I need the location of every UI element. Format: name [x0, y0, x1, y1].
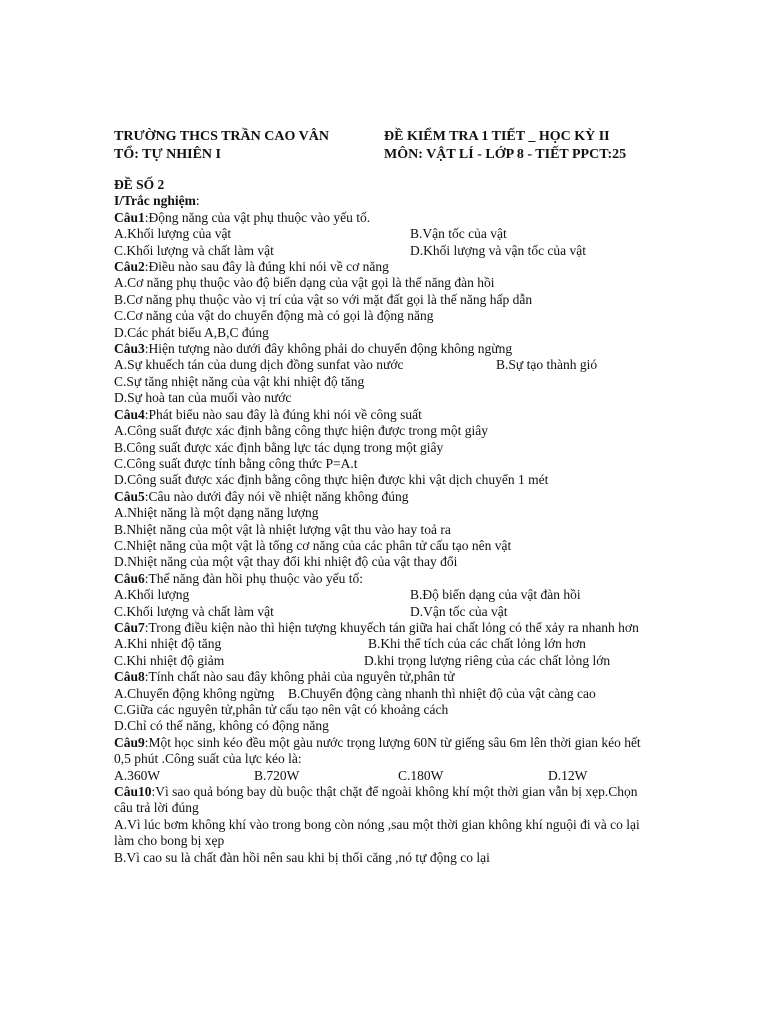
question-text: :Hiện tượng nào dưới đây không phải do chuyển động không ngừng	[144, 341, 513, 357]
option-d: D.Các phát biểu A,B,C đúng	[114, 324, 269, 340]
option-d: D.khi trọng lượng riêng của các chất lỏng lớn	[364, 652, 611, 668]
question-text: :Trong điều kiện nào thì hiện tượng khuyếch tán giữa hai chất lỏng có thể xảy ra nhanh hơn	[144, 619, 639, 635]
option-b: B.Vận tốc của vật	[410, 226, 507, 242]
option-d: D.Công suất được xác định bằng công thực hiện được khi vật dịch chuyển 1 mét	[114, 472, 549, 488]
option-b: B.Vì cao su là chất đàn hồi nên sau khi bị thổi căng ,nó tự động co lại	[114, 849, 490, 865]
question-9	[114, 735, 659, 768]
question-label: Câu6	[114, 570, 145, 586]
section-label: I/Trắc nghiệm	[114, 193, 196, 209]
option-a: A.Sự khuếch tán của dung dịch đồng sunfat vào nước	[114, 357, 404, 373]
option-c: C.Công suất được tính bằng công thức P=A.t	[114, 455, 358, 471]
question-text: :Thế năng đàn hồi phụ thuộc vào yếu tố:	[144, 570, 363, 586]
question-label: Câu9	[114, 734, 145, 750]
question-5	[114, 489, 659, 505]
option-c: C.Khối lượng và chất làm vật	[114, 603, 274, 619]
question-label: Câu1	[114, 209, 145, 225]
option-a: A.Khối lượng của vật	[114, 226, 232, 242]
option-a: A.Công suất được xác định bằng công thực hiện được trong một giây	[114, 423, 489, 439]
question-label: Câu2	[114, 259, 145, 275]
options-row	[114, 686, 659, 702]
option-b: B.Cơ năng phụ thuộc vào vị trí của vật so với mặt đất gọi là thế năng hấp dẫn	[114, 291, 533, 307]
option-b: B.720W	[254, 767, 300, 783]
option-d: D.Vận tốc của vật	[410, 603, 508, 619]
question-label: Câu10	[114, 784, 152, 800]
question-8	[114, 669, 659, 685]
option-c: C.Giữa các nguyên tử,phân tử cấu tạo nên vật có khoảng cách	[114, 702, 449, 717]
section-heading	[114, 193, 659, 209]
option-c: C.Khối lượng và chất làm vật	[114, 242, 274, 258]
option-a: A.Chuyển động không ngừng	[114, 685, 275, 701]
exam-header	[114, 128, 674, 164]
option-d: D.Khối lượng và vận tốc của vật	[410, 242, 587, 258]
option-a: A.Nhiệt năng là một dạng năng lượng	[114, 505, 319, 521]
question-text: :Động năng của vật phụ thuộc vào yếu tố.	[144, 209, 371, 225]
header-row-1	[114, 128, 674, 146]
question-text: :Tính chất nào sau đây không phải của nguyên tử,phân tử	[144, 669, 455, 685]
question-label: Câu5	[114, 488, 145, 504]
option-d: D.12W	[548, 767, 588, 783]
exam-number: ĐỀ SỐ 2	[114, 177, 165, 192]
section-colon: :	[195, 193, 200, 209]
question-6	[114, 571, 659, 587]
option-b: B.Nhiệt năng của một vật là nhiệt lượng vật thu vào hay toả ra	[114, 521, 451, 537]
option-b: B.Chuyển động càng nhanh thì nhiệt độ của vật càng cao	[288, 685, 596, 701]
exam-title: ĐỀ KIỂM TRA 1 TIẾT _ HỌC KỲ II	[384, 129, 610, 144]
option-c: C.Nhiệt năng của một vật là tổng cơ năng của các phân tử cấu tạo nên vật	[114, 537, 512, 553]
options-row	[114, 604, 659, 620]
question-4	[114, 407, 659, 423]
question-label: Câu8	[114, 669, 145, 685]
question-text: :Điều nào sau đây là đúng khi nói về cơ năng	[144, 259, 389, 275]
options-row	[114, 243, 659, 259]
question-text: :Phát biểu nào sau đây là đúng khi nói về công suất	[144, 406, 422, 422]
option-d: D.Chỉ có thế năng, không có động năng	[114, 718, 329, 734]
question-text: :Một học sinh kéo đều một gàu nước trọng lượng 60N từ giếng sâu 6m lên thời gian kéo hết 0,5 phút .Công suất của lực kéo là:	[114, 734, 641, 767]
options-row	[114, 226, 659, 242]
question-label: Câu3	[114, 341, 145, 357]
question-label: Câu4	[114, 406, 145, 422]
exam-content	[114, 177, 659, 866]
question-7	[114, 620, 659, 636]
option-a: A.Khối lượng	[114, 587, 190, 603]
option-a: A.Vì lúc bơm không khí vào trong bong còn nóng ,sau một thời gian không khí nguội đi và co lại làm cho bong bị xẹp	[114, 816, 640, 849]
question-10	[114, 784, 659, 817]
question-3	[114, 341, 659, 357]
option-d: D.Sự hoà tan của muối vào nước	[114, 390, 292, 406]
option-b: B.Độ biến dạng của vật đàn hồi	[410, 587, 581, 603]
options-row	[114, 653, 659, 669]
option-b: B.Sự tạo thành gió	[496, 357, 598, 373]
options-row	[114, 587, 659, 603]
options-row	[114, 636, 659, 652]
question-text: :Vì sao quả bóng bay dù buộc thật chặt để ngoài không khí một thời gian vẫn bị xẹp.Chọn câu trả lời đúng	[114, 784, 638, 816]
option-a: A.Khi nhiệt độ tăng	[114, 636, 222, 652]
question-2	[114, 259, 659, 275]
question-text: :Câu nào dưới đây nói về nhiệt năng không đúng	[144, 488, 409, 504]
option-d: D.Nhiệt năng của một vật thay đổi khi nhiệt độ của vật thay đổi	[114, 554, 458, 570]
question-label: Câu7	[114, 619, 145, 635]
header-row-2	[114, 146, 674, 164]
option-c: C.180W	[398, 767, 444, 783]
option-a: A.360W	[114, 767, 161, 783]
option-a: A.Cơ năng phụ thuộc vào độ biến dạng của vật gọi là thế năng đàn hồi	[114, 275, 495, 291]
options-row	[114, 768, 659, 784]
group-name: TỔ: TỰ NHIÊN I	[114, 147, 221, 162]
options-row	[114, 357, 659, 373]
option-c: C.Khi nhiệt độ giảm	[114, 652, 225, 668]
subject-line: MÔN: VẬT LÍ - LỚP 8 - TIẾT PPCT:25	[384, 147, 627, 162]
school-name: TRƯỜNG THCS TRẦN CAO VÂN	[114, 129, 329, 144]
question-1	[114, 210, 659, 226]
option-b: B.Công suất được xác định bằng lực tác dụng trong một giây	[114, 439, 444, 455]
option-b: B.Khi thể tích của các chất lỏng lớn hơn	[368, 636, 586, 652]
option-c: C.Cơ năng của vật do chuyển động mà có gọi là động năng	[114, 308, 434, 324]
option-c: C.Sự tăng nhiệt năng của vật khi nhiệt độ tăng	[114, 373, 365, 389]
